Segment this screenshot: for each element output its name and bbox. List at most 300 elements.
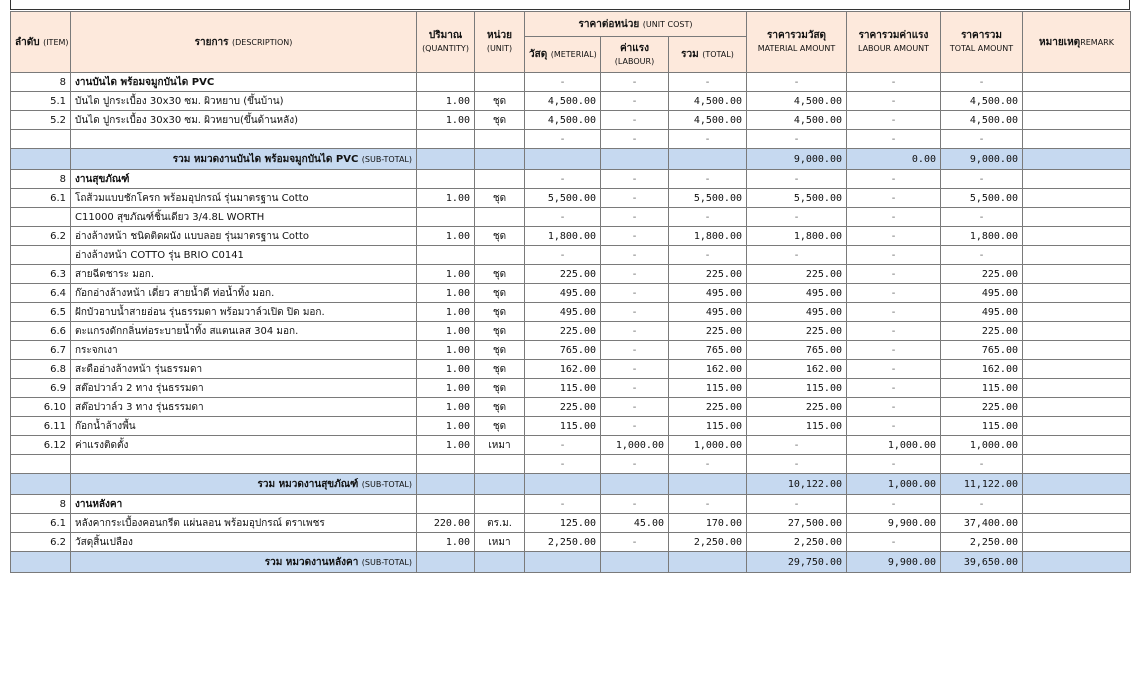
col-unit: หน่วย (UNIT) <box>475 12 525 73</box>
item-no-cell <box>11 130 71 149</box>
material-amount-cell: 1,800.00 <box>747 227 847 246</box>
table-row <box>11 379 1131 398</box>
item-no-cell: 8 <box>11 73 71 92</box>
qty-cell <box>417 552 475 573</box>
total-amount-cell: - <box>941 246 1023 265</box>
material-cell <box>525 552 601 573</box>
total-cell: - <box>669 495 747 514</box>
material-cell: 765.00 <box>525 341 601 360</box>
material-cell: 5,500.00 <box>525 189 601 208</box>
qty-cell <box>417 474 475 495</box>
table-row <box>11 92 1131 111</box>
labour-cell: - <box>601 495 669 514</box>
remark-cell <box>1023 417 1131 436</box>
material-cell: 115.00 <box>525 379 601 398</box>
unit-cell <box>475 149 525 170</box>
col-labour: ค่าแรง (LABOUR) <box>601 37 669 73</box>
item-no-cell <box>11 552 71 573</box>
unit-cell: ชุด <box>475 379 525 398</box>
labour-amount-cell: - <box>847 379 941 398</box>
labour-amount-cell: - <box>847 360 941 379</box>
description-cell <box>71 265 417 284</box>
qty-cell: 1.00 <box>417 265 475 284</box>
remark-cell <box>1023 227 1131 246</box>
total-amount-cell: 39,650.00 <box>941 552 1023 573</box>
total-cell: 4,500.00 <box>669 111 747 130</box>
description-cell <box>71 208 417 227</box>
table-row <box>11 246 1131 265</box>
description-text: หลังคากระเบื้องคอนกรีต แผ่นลอน พร้อมอุปกรณ์ ตราเพชร <box>75 517 325 529</box>
labour-cell: - <box>601 360 669 379</box>
remark-cell <box>1023 246 1131 265</box>
remark-cell <box>1023 495 1131 514</box>
total-cell: 115.00 <box>669 417 747 436</box>
col-labour-amount: ราคารวมค่าแรง LABOUR AMOUNT <box>847 12 941 73</box>
subtotal-label <box>71 474 417 495</box>
labour-amount-cell: - <box>847 246 941 265</box>
material-amount-cell: 765.00 <box>747 341 847 360</box>
material-cell: - <box>525 73 601 92</box>
labour-amount-cell: - <box>847 455 941 474</box>
description-text: บันได ปูกระเบื้อง 30x30 ซม. ผิวหยาบ (ขึ้นบ้าน) <box>75 95 284 107</box>
description-text: งานบันได พร้อมจมูกบันได PVC <box>75 76 215 88</box>
material-cell: 1,800.00 <box>525 227 601 246</box>
remark-cell <box>1023 265 1131 284</box>
material-cell: 162.00 <box>525 360 601 379</box>
total-cell: 4,500.00 <box>669 92 747 111</box>
total-cell: 495.00 <box>669 303 747 322</box>
table-row <box>11 208 1131 227</box>
material-cell: - <box>525 436 601 455</box>
qty-cell <box>417 73 475 92</box>
labour-cell: - <box>601 341 669 360</box>
labour-cell: - <box>601 111 669 130</box>
labour-cell: - <box>601 398 669 417</box>
boq-table <box>10 11 1131 573</box>
labour-cell: 45.00 <box>601 514 669 533</box>
total-cell: 1,800.00 <box>669 227 747 246</box>
total-cell: - <box>669 246 747 265</box>
col-material-amount: ราคารวมวัสดุ MATERIAL AMOUNT <box>747 12 847 73</box>
remark-cell <box>1023 130 1131 149</box>
total-cell: - <box>669 73 747 92</box>
total-cell: 170.00 <box>669 514 747 533</box>
total-amount-cell: - <box>941 130 1023 149</box>
total-amount-cell: 11,122.00 <box>941 474 1023 495</box>
qty-cell: 220.00 <box>417 514 475 533</box>
qty-cell: 1.00 <box>417 189 475 208</box>
material-cell: - <box>525 495 601 514</box>
qty-cell <box>417 246 475 265</box>
unit-cell: ชุด <box>475 341 525 360</box>
description-text: ตะแกรงดักกลิ่นท่อระบายน้ำทิ้ง สแตนเลส 304 มอก. <box>75 325 299 337</box>
labour-cell: - <box>601 379 669 398</box>
labour-amount-cell: - <box>847 130 941 149</box>
labour-cell: - <box>601 73 669 92</box>
item-no-cell <box>11 246 71 265</box>
total-amount-cell: - <box>941 73 1023 92</box>
total-amount-cell: 2,250.00 <box>941 533 1023 552</box>
description-text: งานหลังคา <box>75 498 123 510</box>
table-row <box>11 341 1131 360</box>
remark-cell <box>1023 149 1131 170</box>
description-text: อ่างล้างหน้า COTTO รุ่น BRIO C0141 <box>75 249 244 261</box>
qty-cell: 1.00 <box>417 436 475 455</box>
remark-cell <box>1023 455 1131 474</box>
item-no-cell: 5.2 <box>11 111 71 130</box>
description-cell <box>71 73 417 92</box>
material-amount-cell: 225.00 <box>747 265 847 284</box>
material-amount-cell: - <box>747 436 847 455</box>
unit-cell: เหมา <box>475 436 525 455</box>
material-amount-cell: 29,750.00 <box>747 552 847 573</box>
item-no-cell: 5.1 <box>11 92 71 111</box>
qty-cell: 1.00 <box>417 303 475 322</box>
col-description: รายการ (DESCRIPTION) <box>71 12 417 73</box>
material-amount-cell: - <box>747 495 847 514</box>
total-amount-cell: - <box>941 208 1023 227</box>
qty-cell: 1.00 <box>417 284 475 303</box>
labour-cell: - <box>601 227 669 246</box>
description-cell <box>71 246 417 265</box>
labour-cell <box>601 552 669 573</box>
material-amount-cell: 115.00 <box>747 379 847 398</box>
labour-amount-cell: - <box>847 265 941 284</box>
material-amount-cell: 162.00 <box>747 360 847 379</box>
remark-cell <box>1023 379 1131 398</box>
total-cell: 1,000.00 <box>669 436 747 455</box>
total-cell: - <box>669 455 747 474</box>
labour-cell: - <box>601 246 669 265</box>
remark-cell <box>1023 322 1131 341</box>
description-cell <box>71 227 417 246</box>
item-no-cell <box>11 208 71 227</box>
description-text: ก๊อกอ่างล้างหน้า เดี่ยว สายน้ำดี ท่อน้ำทิ้ง มอก. <box>75 287 275 299</box>
remark-cell <box>1023 73 1131 92</box>
description-text: สะดืออ่างล้างหน้า รุ่นธรรมดา <box>75 363 203 375</box>
remark-cell <box>1023 533 1131 552</box>
description-cell <box>71 341 417 360</box>
subtotal-label <box>71 149 417 170</box>
labour-amount-cell: - <box>847 170 941 189</box>
qty-cell: 1.00 <box>417 227 475 246</box>
sheet-top-band <box>10 0 1130 10</box>
blank-row <box>11 130 1131 149</box>
unit-cell <box>475 474 525 495</box>
total-amount-cell: 1,800.00 <box>941 227 1023 246</box>
description-cell <box>71 322 417 341</box>
item-no-cell: 6.4 <box>11 284 71 303</box>
description-text: ฝักบัวอาบน้ำสายอ่อน รุ่นธรรมดา พร้อมวาล์วเปิด ปิด มอก. <box>75 306 325 318</box>
description-cell <box>71 379 417 398</box>
description-cell <box>71 284 417 303</box>
labour-amount-cell: - <box>847 92 941 111</box>
remark-cell <box>1023 552 1131 573</box>
item-no-cell: 6.2 <box>11 533 71 552</box>
unit-cell: ชุด <box>475 92 525 111</box>
subtotal-title: รวม หมวดงานบันได พร้อมจมูกบันได PVC <box>172 153 359 165</box>
qty-cell: 1.00 <box>417 322 475 341</box>
unit-cell <box>475 552 525 573</box>
description-text: สต๊อปวาล์ว 2 ทาง รุ่นธรรมดา <box>75 382 204 394</box>
labour-cell: - <box>601 189 669 208</box>
description-text: สายฉีดชาระ มอก. <box>75 268 155 280</box>
description-cell <box>71 360 417 379</box>
remark-cell <box>1023 398 1131 417</box>
item-no-cell: 6.8 <box>11 360 71 379</box>
remark-cell <box>1023 111 1131 130</box>
item-no-cell: 6.1 <box>11 189 71 208</box>
material-amount-cell: - <box>747 208 847 227</box>
total-cell: 115.00 <box>669 379 747 398</box>
table-row <box>11 436 1131 455</box>
table-row <box>11 360 1131 379</box>
table-row <box>11 514 1131 533</box>
material-cell: 115.00 <box>525 417 601 436</box>
unit-cell <box>475 208 525 227</box>
unit-cell: ชุด <box>475 284 525 303</box>
table-row <box>11 303 1131 322</box>
material-cell: 495.00 <box>525 284 601 303</box>
subtotal-row <box>11 552 1131 573</box>
material-cell: - <box>525 455 601 474</box>
material-amount-cell: 225.00 <box>747 322 847 341</box>
unit-cell: ชุด <box>475 265 525 284</box>
labour-amount-cell: - <box>847 495 941 514</box>
material-amount-cell: - <box>747 130 847 149</box>
col-total: รวม (TOTAL) <box>669 37 747 73</box>
description-text: งานสุขภัณฑ์ <box>75 173 130 185</box>
qty-cell: 1.00 <box>417 398 475 417</box>
blank-row <box>11 455 1131 474</box>
item-no-cell <box>11 455 71 474</box>
total-cell: - <box>669 130 747 149</box>
total-amount-cell: 9,000.00 <box>941 149 1023 170</box>
description-cell <box>71 130 417 149</box>
total-amount-cell: 225.00 <box>941 322 1023 341</box>
remark-cell <box>1023 208 1131 227</box>
description-cell <box>71 514 417 533</box>
item-no-cell <box>11 474 71 495</box>
total-amount-cell: - <box>941 455 1023 474</box>
unit-cell: ชุด <box>475 303 525 322</box>
total-amount-cell: 1,000.00 <box>941 436 1023 455</box>
description-text: ค่าแรงติดตั้ง <box>75 439 129 451</box>
labour-cell <box>601 474 669 495</box>
material-cell: - <box>525 130 601 149</box>
labour-cell: - <box>601 130 669 149</box>
item-no-cell: 6.5 <box>11 303 71 322</box>
labour-cell: - <box>601 417 669 436</box>
material-cell <box>525 149 601 170</box>
table-row <box>11 533 1131 552</box>
labour-cell: - <box>601 265 669 284</box>
remark-cell <box>1023 474 1131 495</box>
item-no-cell: 6.12 <box>11 436 71 455</box>
description-cell <box>71 303 417 322</box>
item-no-cell: 6.10 <box>11 398 71 417</box>
remark-cell <box>1023 284 1131 303</box>
total-amount-cell: 5,500.00 <box>941 189 1023 208</box>
remark-cell <box>1023 360 1131 379</box>
material-cell: 225.00 <box>525 322 601 341</box>
total-amount-cell: 4,500.00 <box>941 111 1023 130</box>
subtotal-tag: (SUB-TOTAL) <box>361 154 412 164</box>
section-row <box>11 73 1131 92</box>
material-amount-cell: - <box>747 170 847 189</box>
table-row <box>11 189 1131 208</box>
total-amount-cell: - <box>941 170 1023 189</box>
material-cell: 495.00 <box>525 303 601 322</box>
material-amount-cell: - <box>747 455 847 474</box>
table-row <box>11 284 1131 303</box>
col-item-no: ลำดับ (ITEM) <box>11 12 71 73</box>
col-total-amount: ราคารวม TOTAL AMOUNT <box>941 12 1023 73</box>
labour-cell: - <box>601 92 669 111</box>
total-amount-cell: 4,500.00 <box>941 92 1023 111</box>
subtotal-row <box>11 474 1131 495</box>
labour-cell: - <box>601 455 669 474</box>
labour-amount-cell: 9,900.00 <box>847 552 941 573</box>
qty-cell: 1.00 <box>417 341 475 360</box>
material-cell: 225.00 <box>525 265 601 284</box>
description-cell <box>71 533 417 552</box>
description-text: C11000 สุขภัณฑ์ชิ้นเดียว 3/4.8L WORTH <box>75 211 265 223</box>
total-amount-cell: 495.00 <box>941 284 1023 303</box>
remark-cell <box>1023 303 1131 322</box>
qty-cell <box>417 130 475 149</box>
item-no-cell: 8 <box>11 170 71 189</box>
item-no-cell: 6.9 <box>11 379 71 398</box>
remark-cell <box>1023 436 1131 455</box>
material-amount-cell: 4,500.00 <box>747 92 847 111</box>
remark-cell <box>1023 170 1131 189</box>
total-cell: 225.00 <box>669 265 747 284</box>
total-cell <box>669 149 747 170</box>
description-cell <box>71 170 417 189</box>
total-amount-cell: 765.00 <box>941 341 1023 360</box>
description-cell <box>71 417 417 436</box>
labour-amount-cell: - <box>847 303 941 322</box>
total-cell: 495.00 <box>669 284 747 303</box>
material-cell: - <box>525 170 601 189</box>
item-no-cell: 8 <box>11 495 71 514</box>
table-row <box>11 398 1131 417</box>
item-no-cell: 6.2 <box>11 227 71 246</box>
labour-amount-cell: - <box>847 227 941 246</box>
material-amount-cell: 495.00 <box>747 284 847 303</box>
labour-amount-cell: - <box>847 208 941 227</box>
total-amount-cell: 225.00 <box>941 398 1023 417</box>
table-row <box>11 417 1131 436</box>
col-unit-cost: ราคาต่อหน่วย (UNIT COST) <box>525 12 747 37</box>
total-amount-cell: 495.00 <box>941 303 1023 322</box>
total-amount-cell: - <box>941 495 1023 514</box>
labour-amount-cell: - <box>847 322 941 341</box>
material-cell: 2,250.00 <box>525 533 601 552</box>
total-amount-cell: 115.00 <box>941 379 1023 398</box>
material-amount-cell: 9,000.00 <box>747 149 847 170</box>
unit-cell: ชุด <box>475 398 525 417</box>
unit-cell <box>475 455 525 474</box>
qty-cell: 1.00 <box>417 379 475 398</box>
material-cell: 225.00 <box>525 398 601 417</box>
col-remark: หมายเหตุREMARK <box>1023 12 1131 73</box>
item-no-cell: 6.11 <box>11 417 71 436</box>
labour-amount-cell: - <box>847 111 941 130</box>
item-no-cell: 6.3 <box>11 265 71 284</box>
description-text: สต๊อปวาล์ว 3 ทาง รุ่นธรรมดา <box>75 401 204 413</box>
qty-cell: 1.00 <box>417 111 475 130</box>
remark-cell <box>1023 189 1131 208</box>
section-row <box>11 170 1131 189</box>
total-cell: 225.00 <box>669 322 747 341</box>
labour-amount-cell: - <box>847 341 941 360</box>
material-amount-cell: 4,500.00 <box>747 111 847 130</box>
subtotal-title: รวม หมวดงานหลังคา <box>264 556 359 568</box>
table-body <box>11 73 1131 573</box>
material-cell <box>525 474 601 495</box>
subtotal-tag: (SUB-TOTAL) <box>361 557 412 567</box>
labour-cell: - <box>601 170 669 189</box>
subtotal-label <box>71 552 417 573</box>
unit-cell <box>475 246 525 265</box>
remark-cell <box>1023 341 1131 360</box>
labour-amount-cell: - <box>847 398 941 417</box>
material-amount-cell: 495.00 <box>747 303 847 322</box>
description-cell <box>71 92 417 111</box>
table-row <box>11 111 1131 130</box>
total-cell: 5,500.00 <box>669 189 747 208</box>
unit-cell <box>475 495 525 514</box>
labour-cell: - <box>601 533 669 552</box>
labour-amount-cell: 0.00 <box>847 149 941 170</box>
item-no-cell <box>11 149 71 170</box>
total-amount-cell: 37,400.00 <box>941 514 1023 533</box>
labour-cell: 1,000.00 <box>601 436 669 455</box>
table-row <box>11 227 1131 246</box>
subtotal-title: รวม หมวดงานสุขภัณฑ์ <box>257 478 359 490</box>
table-header <box>11 12 1131 73</box>
description-cell <box>71 455 417 474</box>
description-cell <box>71 398 417 417</box>
material-amount-cell: 115.00 <box>747 417 847 436</box>
qty-cell <box>417 149 475 170</box>
material-amount-cell: 2,250.00 <box>747 533 847 552</box>
table-row <box>11 322 1131 341</box>
total-cell: 2,250.00 <box>669 533 747 552</box>
material-amount-cell: 27,500.00 <box>747 514 847 533</box>
unit-cell: ชุด <box>475 417 525 436</box>
material-amount-cell: 5,500.00 <box>747 189 847 208</box>
material-amount-cell: - <box>747 246 847 265</box>
description-cell <box>71 436 417 455</box>
description-text: โถส้วมแบบชักโครก พร้อมอุปกรณ์ รุ่นมาตรฐาน Cotto <box>75 192 309 204</box>
unit-cell <box>475 130 525 149</box>
description-cell <box>71 495 417 514</box>
col-quantity: ปริมาณ (QUANTITY) <box>417 12 475 73</box>
total-cell: - <box>669 208 747 227</box>
description-text: กระจกเงา <box>75 344 118 356</box>
item-no-cell: 6.7 <box>11 341 71 360</box>
qty-cell: 1.00 <box>417 360 475 379</box>
total-amount-cell: 225.00 <box>941 265 1023 284</box>
unit-cell: ชุด <box>475 360 525 379</box>
labour-amount-cell: - <box>847 189 941 208</box>
total-cell: 765.00 <box>669 341 747 360</box>
labour-cell: - <box>601 322 669 341</box>
total-amount-cell: 115.00 <box>941 417 1023 436</box>
